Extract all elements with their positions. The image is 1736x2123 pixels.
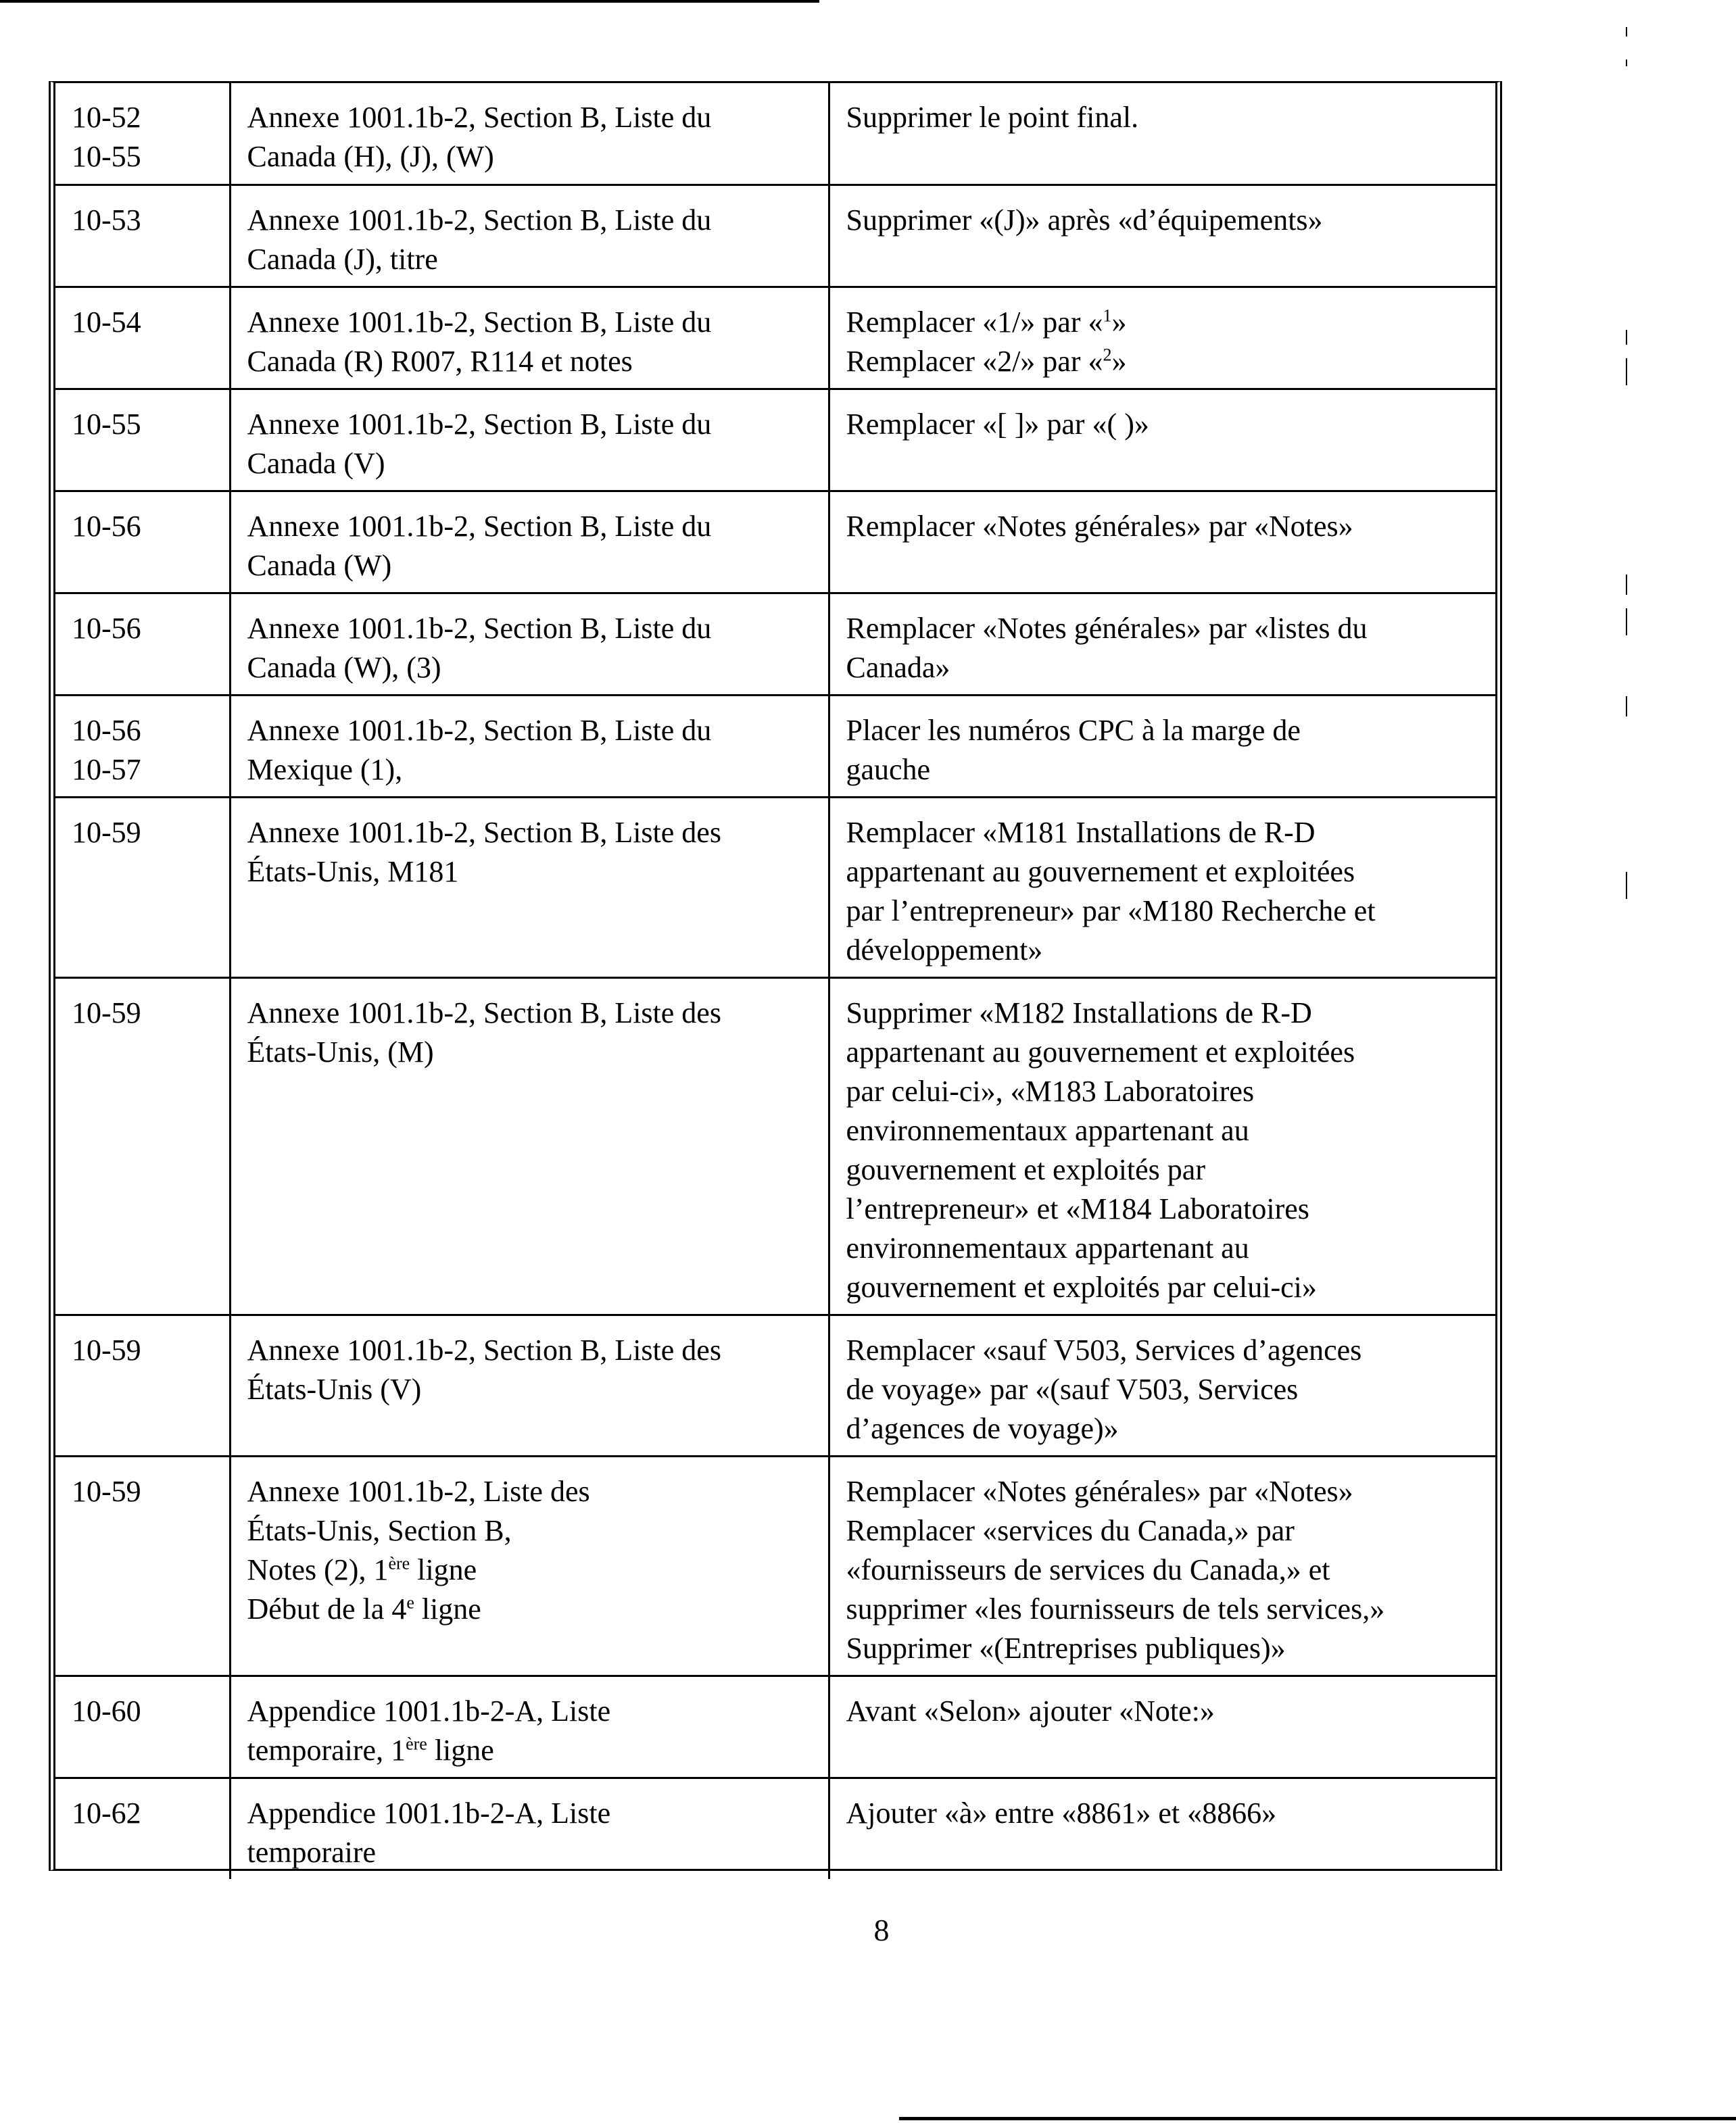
cell-line: Canada (W), (3) (247, 650, 441, 684)
cell-line: 10-59 (72, 1333, 141, 1367)
page-ref-cell (55, 1676, 230, 1778)
cell-line: 10-55 (72, 407, 141, 441)
table-row (55, 1315, 1495, 1456)
cell-line: Mexique (1), (247, 752, 403, 786)
scan-speck (1626, 27, 1627, 36)
location-cell (230, 389, 829, 491)
errata-table (55, 83, 1495, 1879)
correction-cell (829, 491, 1495, 593)
cell-text: » (1111, 344, 1127, 378)
cell-line: 10-52 (72, 101, 141, 134)
table-row (55, 185, 1495, 287)
cell-line: 10-53 (72, 203, 141, 237)
cell-line: appartenant au gouvernement et exploitées (846, 854, 1355, 888)
cell-line: Supprimer «M182 Installations de R-D (846, 996, 1312, 1029)
cell-line: supprimer «les fournisseurs de tels services,» (846, 1592, 1385, 1626)
page-number: 8 (873, 1913, 890, 1947)
cell-line: Annexe 1001.1b-2, Section B, Liste des (247, 815, 721, 849)
cell-line: environnementaux appartenant au (846, 1113, 1249, 1147)
location-cell (230, 491, 829, 593)
correction-cell (829, 1315, 1495, 1456)
cell-text: temporaire, 1 (247, 1733, 406, 1767)
cell-line: gauche (846, 752, 931, 786)
cell-line: environnementaux appartenant au (846, 1231, 1249, 1265)
location-cell (230, 593, 829, 695)
errata-table-frame (49, 81, 1502, 1871)
cell-line: «fournisseurs de services du Canada,» et (846, 1553, 1330, 1586)
cell-line: Remplacer «services du Canada,» par (846, 1513, 1295, 1547)
cell-text: ligne (427, 1733, 494, 1767)
cell-line: Annexe 1001.1b-2, Section B, Liste des (247, 996, 721, 1029)
cell-line: Avant «Selon» ajouter «Note:» (846, 1694, 1215, 1728)
cell-text: Remplacer «2/» par « (846, 344, 1103, 378)
cell-line (247, 1731, 812, 1770)
cell-line: Canada (R) R007, R114 et notes (247, 344, 633, 378)
location-cell (230, 287, 829, 389)
cell-text: ligne (410, 1553, 477, 1586)
table-row (55, 593, 1495, 695)
cell-line (846, 303, 1480, 342)
correction-cell (829, 1676, 1495, 1778)
cell-line: développement» (846, 933, 1043, 967)
cell-line: d’agences de voyage)» (846, 1411, 1119, 1445)
page-ref-cell (55, 977, 230, 1315)
cell-line: Remplacer «M181 Installations de R-D (846, 815, 1316, 849)
cell-text: Début de la 4 (247, 1592, 407, 1626)
cell-line: 10-60 (72, 1694, 141, 1728)
correction-cell (829, 593, 1495, 695)
location-cell (230, 83, 829, 185)
page-ref-cell (55, 695, 230, 797)
superscript: ère (388, 1553, 410, 1573)
table-row (55, 1778, 1495, 1879)
cell-text: États-Unis, Section B, (247, 1513, 512, 1547)
table-row (55, 287, 1495, 389)
cell-line: Supprimer le point final. (846, 101, 1139, 134)
cell-line (247, 1551, 812, 1590)
cell-line: par l’entrepreneur» par «M180 Recherche et (846, 894, 1376, 927)
cell-line: Annexe 1001.1b-2, Section B, Liste du (247, 611, 712, 645)
correction-cell (829, 977, 1495, 1315)
cell-line: Supprimer «(Entreprises publiques)» (846, 1631, 1286, 1665)
correction-cell (829, 1778, 1495, 1879)
cell-line: 10-59 (72, 996, 141, 1029)
scan-speck (1626, 59, 1627, 66)
cell-line: gouvernement et exploités par (846, 1152, 1205, 1186)
location-cell (230, 1456, 829, 1676)
table-row (55, 389, 1495, 491)
page-ref-cell (55, 1315, 230, 1456)
cell-line: Appendice 1001.1b-2-A, Liste (247, 1796, 611, 1830)
correction-cell (829, 1456, 1495, 1676)
cell-line (247, 1472, 812, 1511)
correction-cell (829, 389, 1495, 491)
correction-cell (829, 83, 1495, 185)
correction-cell (829, 287, 1495, 389)
scan-speck (1626, 872, 1627, 899)
cell-text: Appendice 1001.1b-2-A, Liste (247, 1694, 611, 1728)
location-cell (230, 185, 829, 287)
table-row (55, 695, 1495, 797)
cell-line: Canada (V) (247, 446, 385, 480)
cell-line: Annexe 1001.1b-2, Section B, Liste du (247, 305, 712, 339)
cell-line: Remplacer «[ ]» par «( )» (846, 407, 1149, 441)
cell-line (247, 1692, 812, 1731)
cell-line: gouvernement et exploités par celui-ci» (846, 1270, 1317, 1304)
superscript: e (406, 1592, 414, 1612)
scan-speck (1626, 575, 1627, 595)
cell-line: 10-62 (72, 1796, 141, 1830)
cell-line: l’entrepreneur» et «M184 Laboratoires (846, 1192, 1309, 1225)
table-row (55, 797, 1495, 977)
cell-line: Annexe 1001.1b-2, Section B, Liste des (247, 1333, 721, 1367)
cell-line: Supprimer «(J)» après «d’équipements» (846, 203, 1323, 237)
cell-line: 10-54 (72, 305, 141, 339)
location-cell (230, 1676, 829, 1778)
page-ref-cell (55, 1778, 230, 1879)
cell-line: Placer les numéros CPC à la marge de (846, 713, 1301, 747)
cell-line: Canada (W) (247, 548, 392, 582)
cell-line: 10-55 (72, 140, 141, 173)
location-cell (230, 797, 829, 977)
superscript: 1 (1103, 305, 1112, 325)
cell-line: 10-56 (72, 611, 141, 645)
cell-line: appartenant au gouvernement et exploitées (846, 1035, 1355, 1069)
cell-line: temporaire (247, 1835, 377, 1869)
cell-line: Remplacer «Notes générales» par «listes du (846, 611, 1368, 645)
cell-line: États-Unis, (M) (247, 1035, 434, 1069)
cell-text: Remplacer «1/» par « (846, 305, 1103, 339)
page-ref-cell (55, 389, 230, 491)
cell-text: ligne (414, 1592, 481, 1626)
table-row (55, 491, 1495, 593)
superscript: 2 (1103, 344, 1112, 364)
cell-line: de voyage» par «(sauf V503, Services (846, 1372, 1299, 1406)
cell-text: Notes (2), 1 (247, 1553, 389, 1586)
scan-speck (1626, 696, 1627, 716)
scan-speck (1626, 330, 1627, 345)
cell-line: Remplacer «Notes générales» par «Notes» (846, 509, 1353, 543)
cell-line: Canada (J), titre (247, 242, 438, 276)
page-ref-cell (55, 287, 230, 389)
table-row (55, 83, 1495, 185)
scan-speck (1626, 608, 1627, 635)
scan-speck (1626, 358, 1627, 385)
cell-line: 10-59 (72, 1474, 141, 1508)
scan-edge-top (0, 0, 819, 3)
cell-line: Canada» (846, 650, 950, 684)
cell-line: Annexe 1001.1b-2, Section B, Liste du (247, 203, 712, 237)
page-ref-cell (55, 491, 230, 593)
correction-cell (829, 185, 1495, 287)
cell-line: Ajouter «à» entre «8861» et «8866» (846, 1796, 1277, 1830)
cell-line: Annexe 1001.1b-2, Section B, Liste du (247, 713, 712, 747)
cell-line: Remplacer «sauf V503, Services d’agences (846, 1333, 1362, 1367)
cell-line (247, 1511, 812, 1551)
correction-cell (829, 797, 1495, 977)
page-ref-cell (55, 185, 230, 287)
cell-line: Annexe 1001.1b-2, Section B, Liste du (247, 407, 712, 441)
scan-edge-bottom (899, 2117, 1736, 2120)
cell-line: Canada (H), (J), (W) (247, 140, 494, 173)
cell-line: par celui-ci», «M183 Laboratoires (846, 1074, 1255, 1108)
page-ref-cell (55, 797, 230, 977)
page-ref-cell (55, 1456, 230, 1676)
cell-line: 10-56 (72, 713, 141, 747)
location-cell (230, 977, 829, 1315)
page-ref-cell (55, 83, 230, 185)
cell-line: Annexe 1001.1b-2, Section B, Liste du (247, 101, 712, 134)
correction-cell (829, 695, 1495, 797)
cell-line (247, 1590, 812, 1629)
cell-line: 10-56 (72, 509, 141, 543)
location-cell (230, 1315, 829, 1456)
cell-line: États-Unis (V) (247, 1372, 422, 1406)
cell-line: États-Unis, M181 (247, 854, 459, 888)
table-row (55, 1456, 1495, 1676)
superscript: ère (406, 1733, 427, 1753)
table-row (55, 1676, 1495, 1778)
location-cell (230, 1778, 829, 1879)
cell-line (846, 342, 1480, 381)
table-row (55, 977, 1495, 1315)
location-cell (230, 695, 829, 797)
cell-line: 10-59 (72, 815, 141, 849)
cell-line: Remplacer «Notes générales» par «Notes» (846, 1474, 1353, 1508)
cell-line: Annexe 1001.1b-2, Section B, Liste du (247, 509, 712, 543)
cell-text: » (1111, 305, 1127, 339)
page-ref-cell (55, 593, 230, 695)
cell-line: 10-57 (72, 752, 141, 786)
cell-text: Annexe 1001.1b-2, Liste des (247, 1474, 590, 1508)
